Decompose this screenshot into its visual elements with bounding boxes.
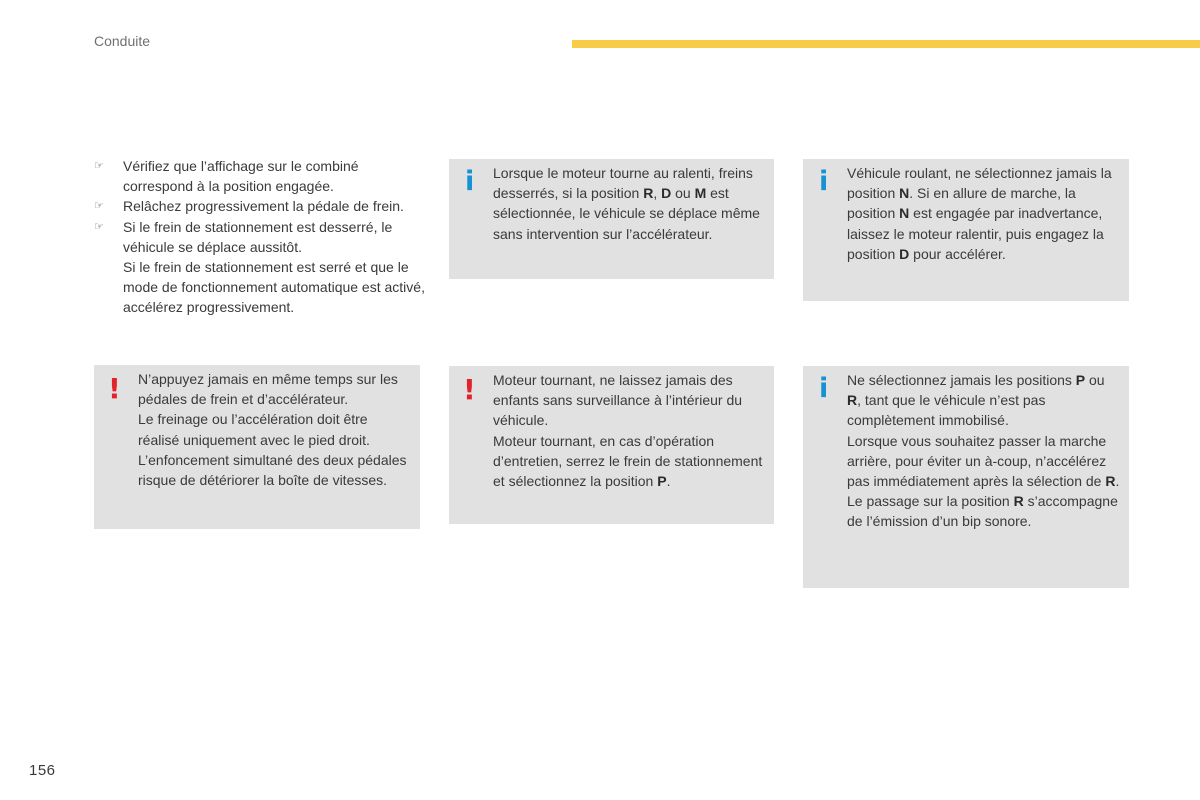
bold-fragment: N [899, 185, 910, 202]
bold-fragment: D [661, 185, 672, 202]
instruction-text: Si le frein de stationnement est desserré, le véhicule se déplace aussitôt. Si le frein de stationnement est serré et que le mode de fonctionnement automatique est activé, accélérez progressivement. [123, 218, 425, 316]
instruction-step [94, 196, 429, 216]
bold-fragment: R [643, 185, 654, 202]
pointing-hand-icon: ☞ [94, 200, 104, 213]
exclamation-icon: ! [463, 373, 476, 406]
warning-box-text [138, 369, 412, 490]
bold-fragment: R [1105, 473, 1116, 490]
pointing-hand-icon: ☞ [94, 220, 104, 233]
bold-fragment: N [899, 205, 910, 222]
box-paragraph: Véhicule roulant, ne sélectionnez jamais la position N. Si en allure de marche, la position N est engagée par inadvertance, laissez le moteur ralentir, puis engagez la position D pour accélérer. [847, 165, 1112, 262]
warning-box-text [493, 370, 766, 491]
box-paragraph: Ne sélectionnez jamais les positions P ou R, tant que le véhicule n’est pas complètement immobilisé. [847, 372, 1105, 429]
info-box-neutral [803, 159, 1129, 301]
info-icon: i [465, 166, 475, 197]
bold-fragment: M [694, 185, 707, 202]
warning-box-children [449, 366, 774, 524]
info-icon: i [819, 373, 829, 404]
exclamation-icon: ! [108, 372, 121, 405]
instruction-step [94, 156, 429, 196]
box-paragraph: Le freinage ou l’accélération doit être réalisé uniquement avec le pied droit. [138, 411, 370, 448]
info-box-text [493, 163, 766, 244]
bold-fragment: R [1013, 493, 1024, 510]
info-box-idle [449, 159, 774, 279]
bold-fragment: P [657, 473, 667, 490]
bold-fragment: D [899, 245, 910, 262]
box-paragraph: L’enfoncement simultané des deux pédales risque de détériorer la boîte de vitesses. [138, 451, 407, 489]
instruction-list [94, 156, 429, 318]
page-number: 156 [29, 762, 56, 779]
box-paragraph: Lorsque vous souhaitez passer la marche arrière, pour éviter un à-coup, n’accélérez pas immédiatement après la sélection de R. [847, 432, 1120, 490]
instruction-text: Vérifiez que l’affichage sur le combiné correspond à la position engagée. [123, 158, 359, 195]
bold-fragment: P [1075, 372, 1086, 388]
instruction-step [94, 217, 429, 318]
box-paragraph: Moteur tournant, en cas d’opération d’entretien, serrez le frein de stationnement et sélectionnez la position P. [493, 432, 763, 490]
box-paragraph: N’appuyez jamais en même temps sur les pédales de frein et d’accélérateur. [138, 371, 398, 408]
header-accent-bar [572, 40, 1200, 48]
bold-fragment: R [847, 392, 858, 409]
box-paragraph: Moteur tournant, ne laissez jamais des enfants sans surveillance à l’intérieur du véhicule. [493, 372, 743, 429]
section-title: Conduite [94, 33, 151, 49]
info-box-text [847, 370, 1121, 532]
info-icon: i [819, 166, 829, 197]
box-paragraph: Lorsque le moteur tourne au ralenti, freins desserrés, si la position R, D ou M est sélectionnée, le véhicule se déplace même sans intervention sur l’accélérateur. [493, 165, 760, 242]
box-paragraph: Le passage sur la position R s’accompagne de l’émission d’un bip sonore. [847, 493, 1118, 530]
pointing-hand-icon: ☞ [94, 160, 104, 172]
info-box-reverse [803, 366, 1129, 588]
warning-box-pedals [94, 365, 420, 529]
instruction-text: Relâchez progressivement la pédale de frein. [123, 198, 404, 215]
info-box-text [847, 163, 1121, 264]
